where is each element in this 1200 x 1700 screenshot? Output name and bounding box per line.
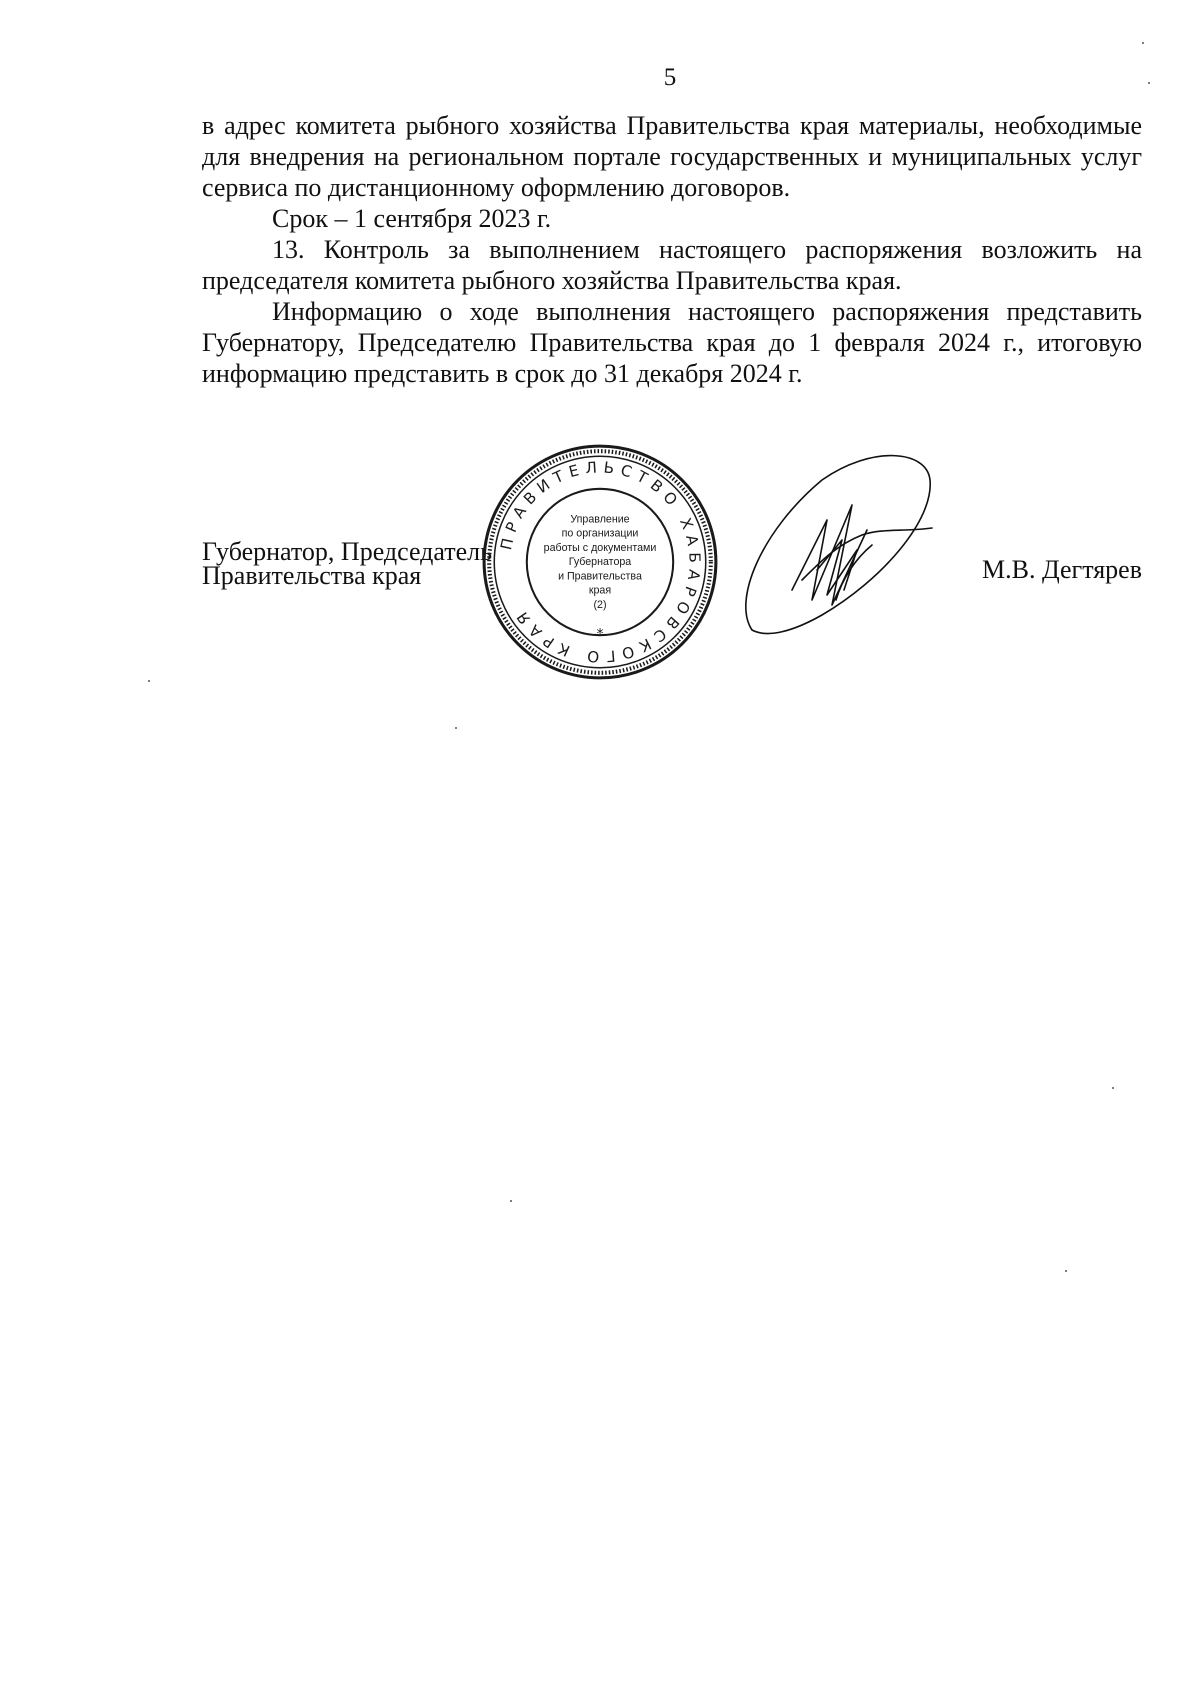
scan-speck	[1148, 82, 1150, 84]
signer-title	[202, 537, 493, 590]
handwritten-signature	[732, 450, 962, 640]
scan-speck	[1112, 1087, 1114, 1089]
scan-speck	[148, 680, 150, 682]
paragraph-item-13: 13. Контроль за выполнением настоящего распоряжения возложить на председателя комитета рыбного хозяйства Правительства края.	[202, 235, 1142, 295]
stamp-line: Губернатора	[568, 556, 632, 569]
svg-text:*: *	[596, 626, 604, 643]
paragraph-deadline: Срок – 1 сентября 2023 г.	[272, 204, 552, 233]
stamp-line: Управление	[570, 513, 630, 526]
signature-block	[0, 440, 1200, 700]
stamp-line: края	[588, 584, 612, 597]
page-number: 5	[663, 64, 677, 91]
scan-speck	[1065, 1270, 1067, 1272]
paragraph-continuation: в адрес комитета рыбного хозяйства Правительства края материалы, необходимые для внедрения на региональном портале государственных и муниципальных услуг сервиса по дистанционному оформлению договоров.	[202, 111, 1142, 202]
signer-title-line: Правительства края	[202, 561, 422, 590]
stamp-ring-text: ПРАВИТЕЛЬСТВО ХАБАРОВСКОГО КРАЯ	[497, 458, 704, 666]
stamp-center-text	[544, 513, 657, 610]
signer-title-line: Губернатор, Председатель	[202, 537, 493, 566]
scan-speck	[1142, 42, 1144, 44]
official-stamp	[478, 440, 722, 684]
document-body	[202, 110, 1142, 389]
signer-name: М.В. Дегтярев	[981, 555, 1142, 584]
stamp-line: по организации	[561, 527, 639, 540]
paragraph-reporting: Информацию о ходе выполнения настоящего распоряжения представить Губернатору, Председателю Правительства края до 1 февраля 2024 г., итоговую информацию представить в срок до 31 декабря 2024 г.	[202, 297, 1142, 388]
scan-speck	[510, 1200, 512, 1202]
stamp-line: (2)	[593, 598, 607, 611]
stamp-line: и Правительства	[558, 570, 642, 583]
scan-speck	[455, 727, 457, 729]
stamp-line: работы с документами	[543, 541, 657, 554]
